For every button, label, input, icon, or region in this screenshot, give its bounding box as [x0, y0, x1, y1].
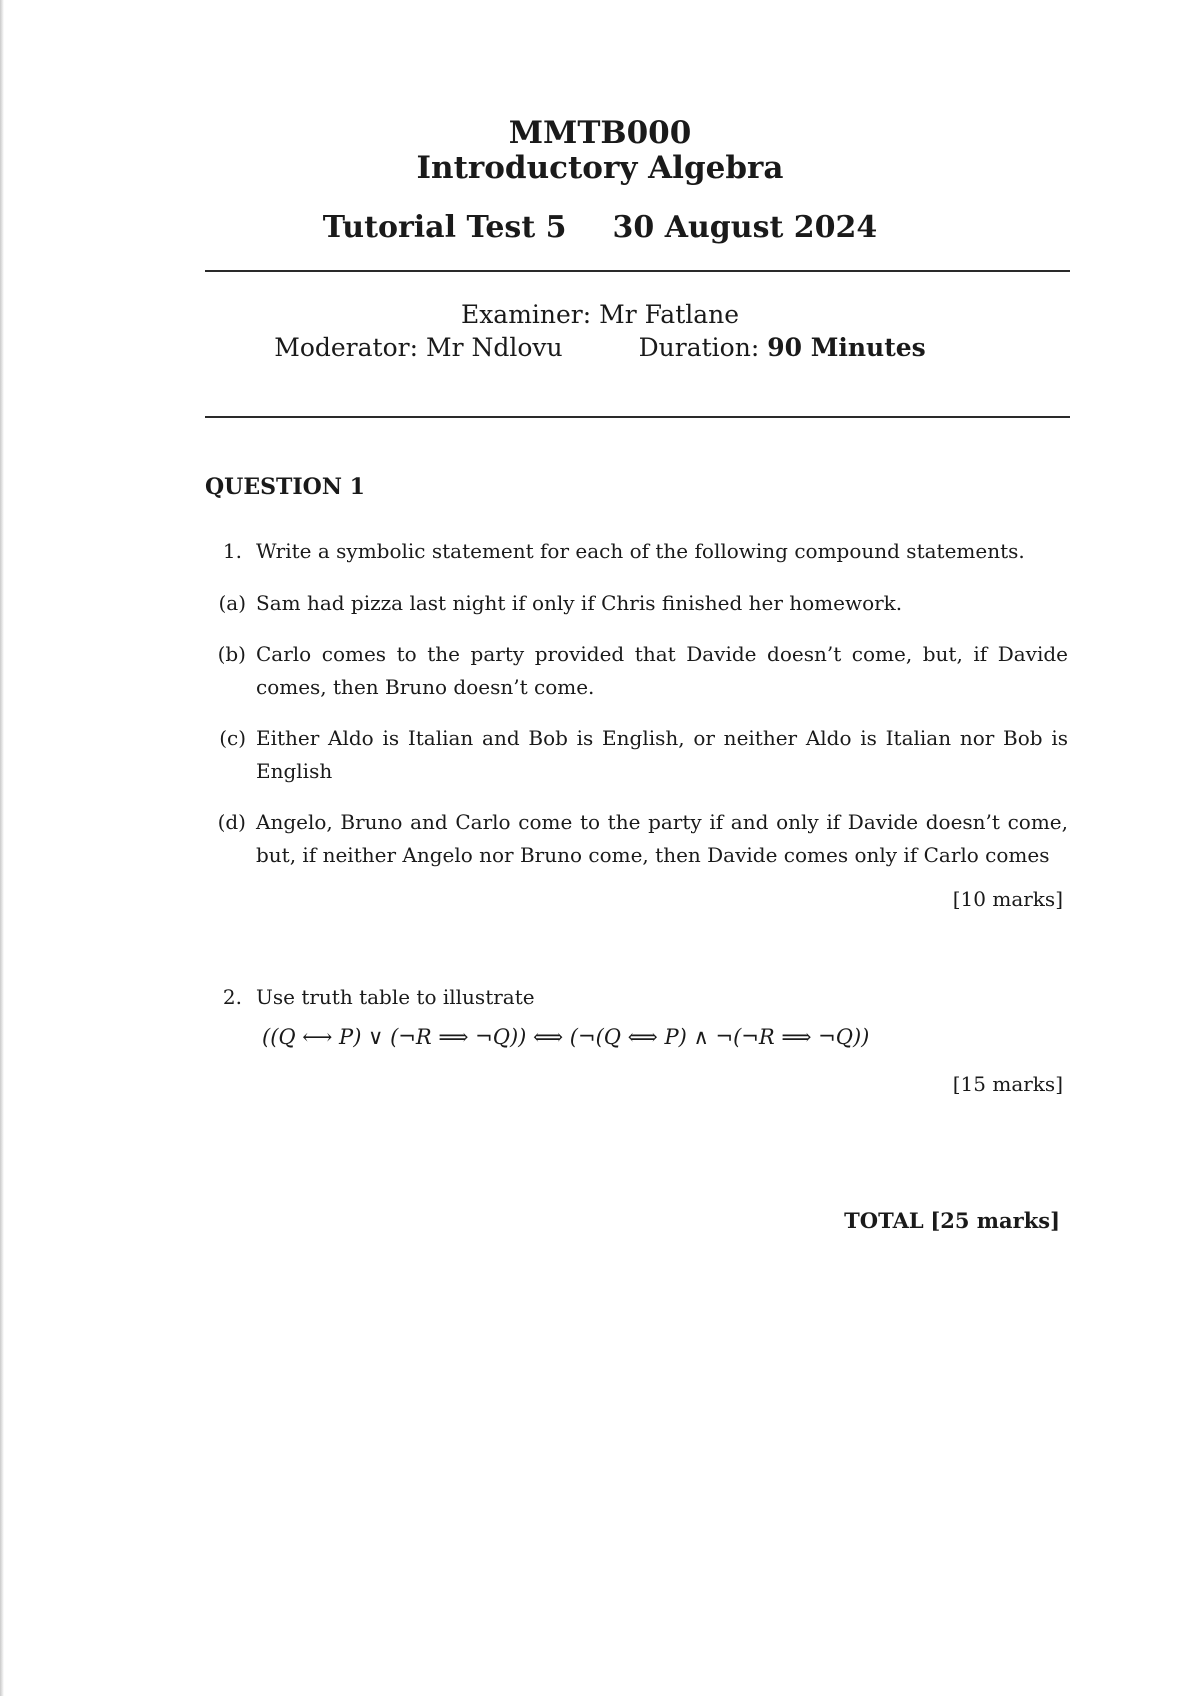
part2-instruction-text: Use truth table to illustrate: [256, 985, 535, 1009]
test-name: Tutorial Test 5: [322, 210, 567, 245]
part1-marks: [10 marks]: [952, 887, 1063, 911]
test-date: 30 August 2024: [612, 210, 878, 245]
question-title: QUESTION 1: [205, 474, 365, 500]
examiner-name: Mr Fatlane: [599, 300, 740, 329]
examiner-line: [0, 300, 1200, 329]
moderator-name: Mr Ndlovu: [425, 333, 563, 362]
bottom-divider: [205, 416, 1070, 418]
logic-formula: ((Q ⟷ P) ∨ (¬R ⟹ ¬Q)) ⟺ (¬(Q ⟺ P) ∧ ¬(¬R ⟹ ¬Q)): [262, 1025, 870, 1049]
part2-number: 2.: [222, 985, 242, 1009]
item-label: (d): [217, 810, 246, 834]
moderator-label: Moderator:: [274, 333, 419, 362]
item-text: Angelo, Bruno and Carlo come to the party if and only if Davide doesn’t come, but, if neither Angelo nor Bruno come, then Davide comes only if Carlo comes: [256, 810, 1068, 867]
course-code: MMTB000: [508, 115, 692, 151]
item-label: (a): [218, 591, 246, 615]
total-marks: [25 marks]: [930, 1208, 1060, 1233]
test-title-line: [0, 210, 1200, 245]
examiner-label: Examiner:: [460, 300, 592, 329]
scan-edge: [0, 0, 4, 1696]
total-label: TOTAL: [844, 1208, 924, 1233]
part1-number: 1.: [222, 539, 242, 563]
item-label: (b): [217, 642, 246, 666]
part2-marks: [15 marks]: [952, 1072, 1063, 1096]
moderator-duration-line: [0, 333, 1200, 362]
item-text: Carlo comes to the party provided that Davide doesn’t come, but, if Davide comes, then Bruno doesn’t come.: [256, 642, 1068, 699]
item-text: Either Aldo is Italian and Bob is English, or neither Aldo is Italian nor Bob is English: [256, 726, 1068, 783]
course-name: Introductory Algebra: [416, 150, 784, 186]
item-label: (c): [219, 726, 246, 750]
item-text: Sam had pizza last night if only if Chris finished her homework.: [256, 591, 903, 615]
part1-instruction-text: Write a symbolic statement for each of the following compound statements.: [256, 539, 1025, 563]
top-divider: [205, 270, 1070, 272]
duration-value: 90 Minutes: [767, 333, 926, 362]
duration-label: Duration:: [638, 333, 760, 362]
total-marks-line: [844, 1208, 1060, 1233]
